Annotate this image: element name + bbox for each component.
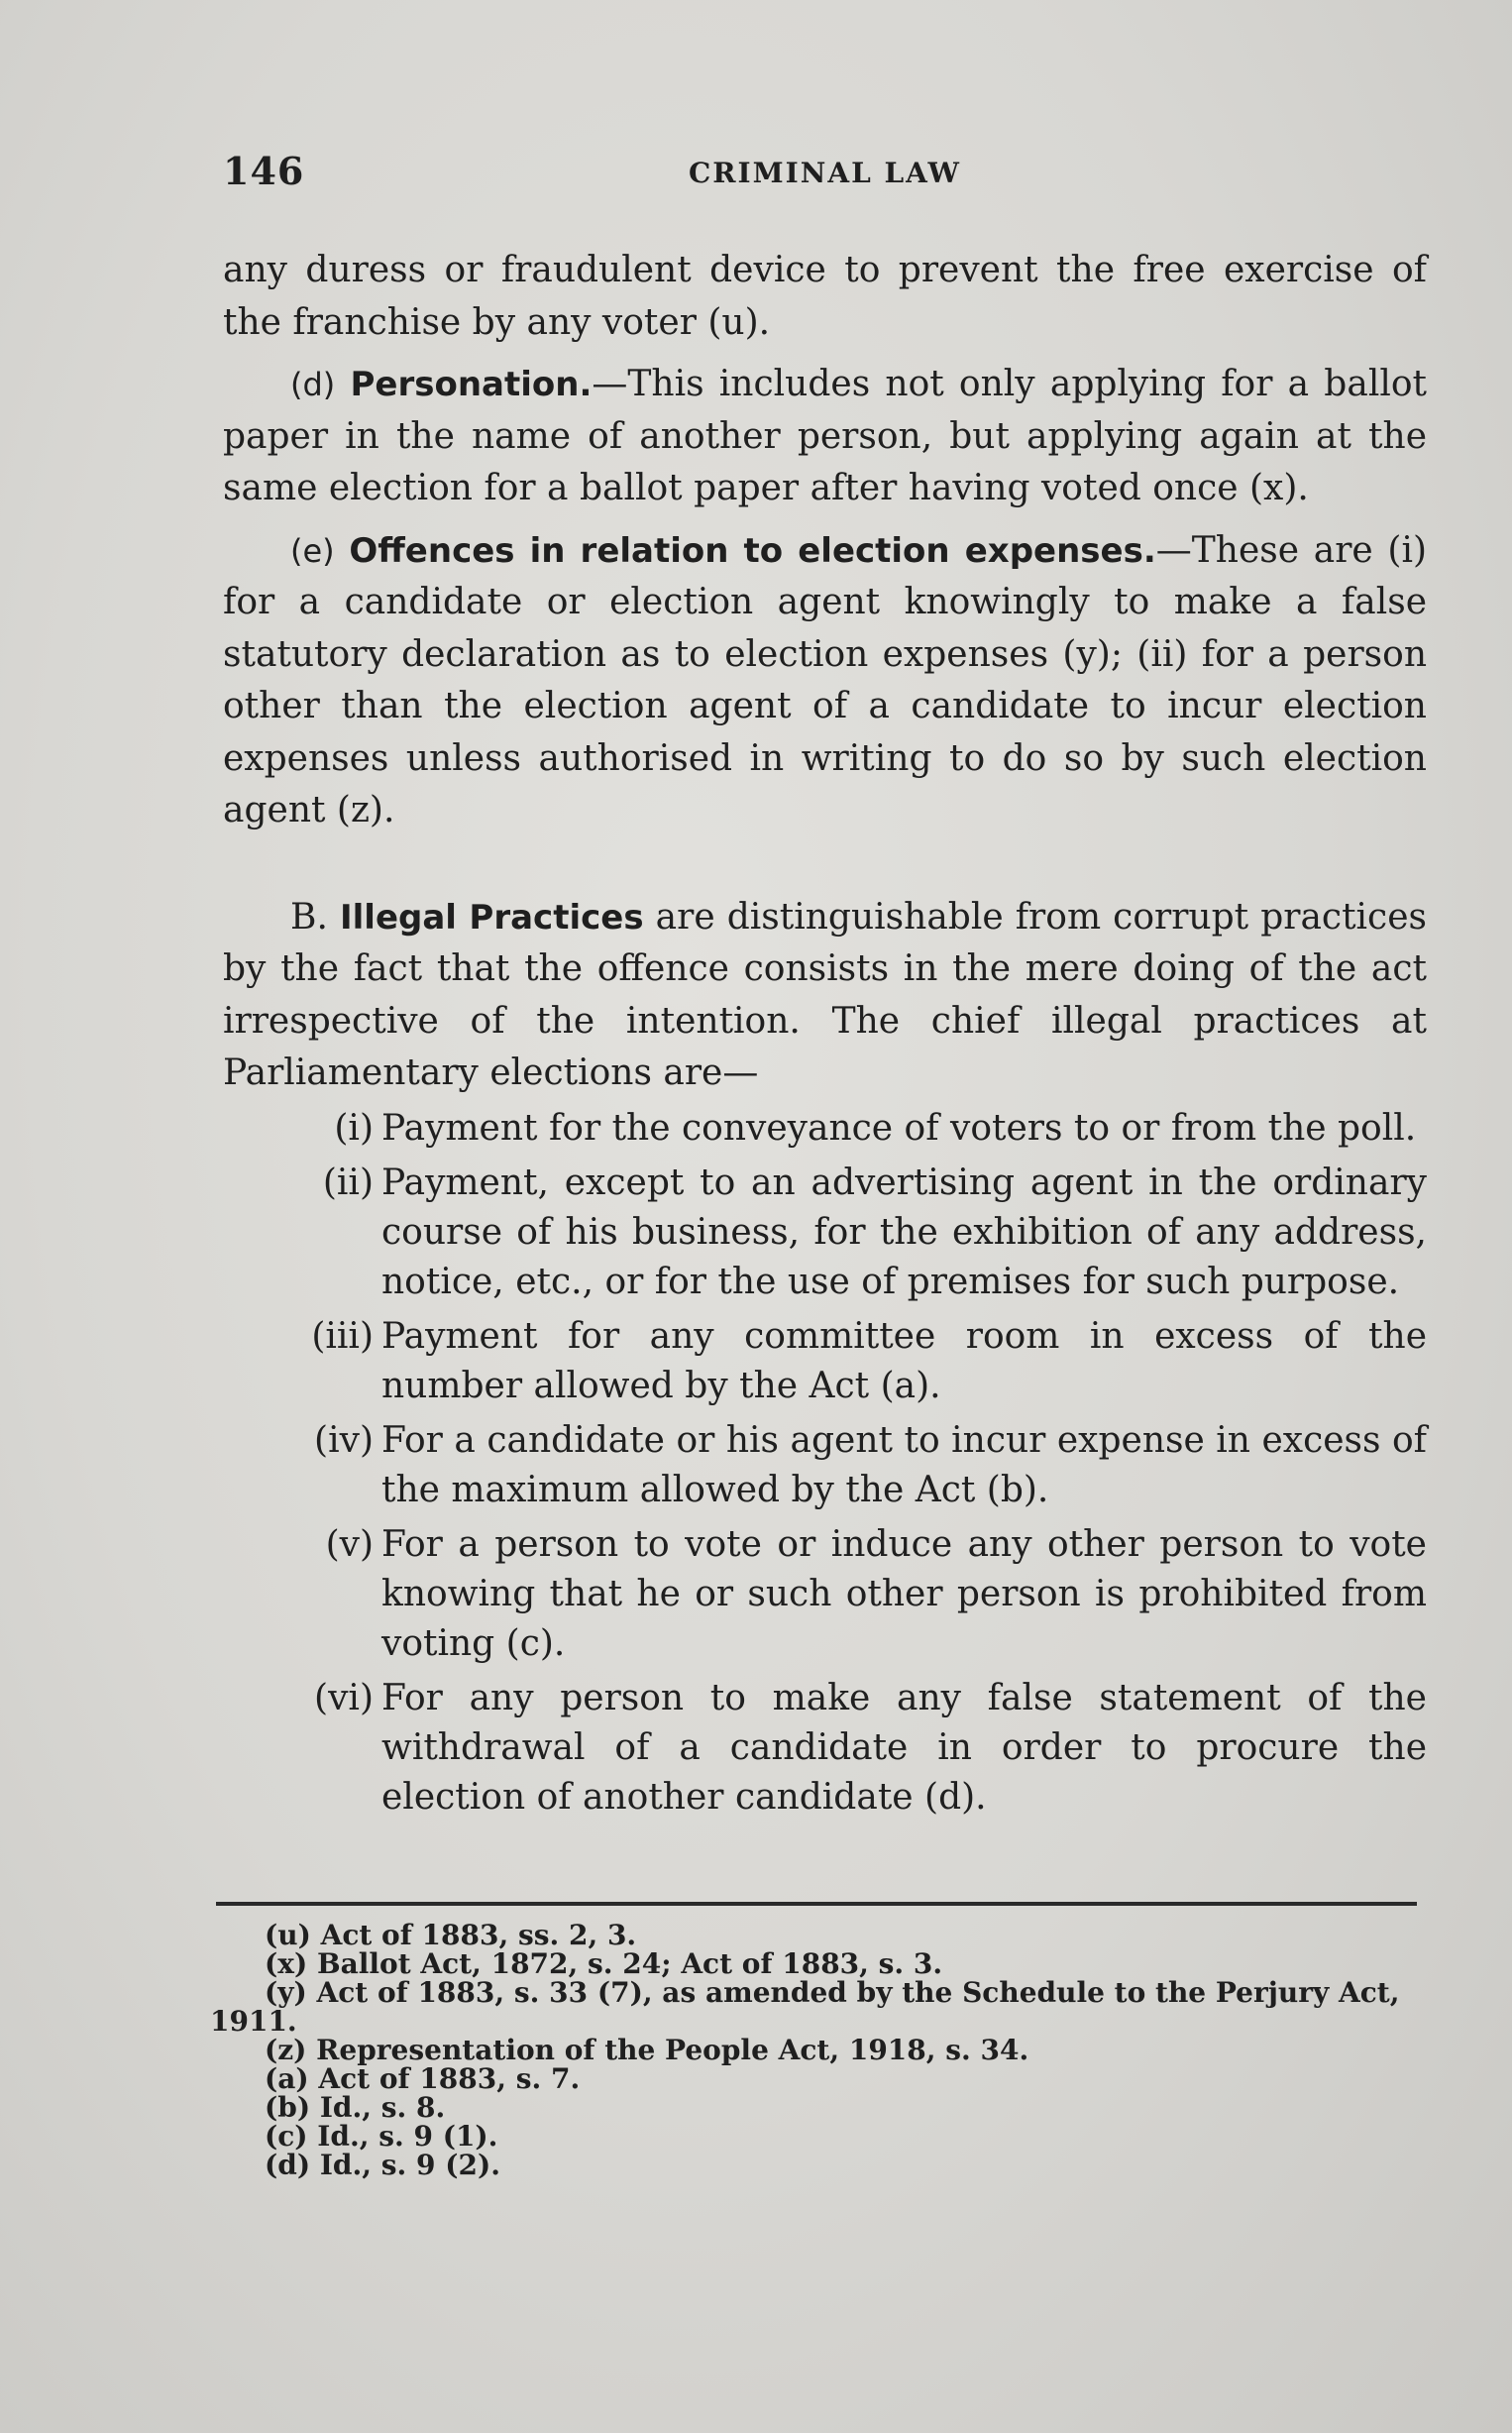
paragraph-personation — [223, 359, 1427, 515]
paragraph-illegal-practices — [223, 892, 1427, 1100]
section-letter: B. — [290, 896, 328, 938]
list-item — [223, 1159, 1427, 1307]
election-expenses-text: —These are (i) for a candidate or election agent knowingly to make a false statutory declaration as to election expenses (y); (ii) for a person other than the election agent of a candidate to incur election expenses unless authorised in writing to do so by such election agent (z). — [223, 529, 1428, 830]
paragraph-letter: (e) — [290, 531, 335, 570]
footnote-y: (y) Act of 1883, s. 33 (7), as amended by the Schedule to the Perjury Act, — [265, 1976, 1400, 2009]
paragraph-election-expenses — [223, 525, 1427, 837]
footnote-divider — [216, 1902, 1417, 1906]
term-personation: Personation. — [350, 365, 593, 404]
list-item — [223, 1674, 1427, 1823]
list-item-text: Payment for any committee room in excess of the number allowed by the Act (a). — [381, 1315, 1427, 1406]
footnote-b: (b) Id., s. 8. — [265, 2091, 446, 2124]
term-illegal-practices: Illegal Practices — [340, 897, 644, 938]
list-item — [223, 1312, 1427, 1411]
list-item-text: Payment, except to an advertising agent in the ordinary course of his business, for the exhibition of any address, notice, etc., or for the use of premises for such purpose. — [381, 1161, 1427, 1302]
list-item-text: For a candidate or his agent to incur expense in excess of the maximum allowed by the Act (b). — [381, 1419, 1427, 1510]
footnote-d: (d) Id., s. 9 (2). — [265, 2149, 500, 2181]
list-marker: (i) — [334, 1107, 374, 1149]
footnote-c: (c) Id., s. 9 (1). — [265, 2120, 498, 2153]
paragraph-letter: (d) — [290, 366, 336, 403]
footnote-a: (a) Act of 1883, s. 7. — [265, 2062, 581, 2095]
list-marker: (ii) — [322, 1161, 374, 1203]
list-marker: (iv) — [314, 1419, 374, 1461]
footnote-y-continuation: 1911. — [210, 2005, 297, 2038]
main-text — [223, 245, 1427, 1827]
term-election-expenses: Offences in relation to election expenses. — [349, 530, 1156, 571]
page-header — [223, 149, 1427, 198]
list-item — [223, 1104, 1427, 1154]
list-item-text: For a person to vote or induce any other person to vote knowing that he or such other person is prohibited from voting (c). — [381, 1523, 1427, 1664]
list-item — [223, 1416, 1427, 1515]
list-item — [223, 1520, 1427, 1669]
footnote-x: (x) Ballot Act, 1872, s. 24; Act of 1883, s. 3. — [265, 1947, 943, 1980]
list-item-text: For any person to make any false statement of the withdrawal of a candidate in order to procure the election of another candidate (d). — [381, 1677, 1427, 1818]
footnote-z: (z) Representation of the People Act, 1918, s. 34. — [265, 2034, 1029, 2066]
illegal-practices-list — [223, 1104, 1427, 1823]
list-marker: (iii) — [311, 1315, 374, 1357]
illegal-practices-text: are distinguishable from corrupt practices by the fact that the offence consists in the mere doing of the act irrespective of the intention. The chief illegal practices at Parliamentary elections are— — [223, 896, 1427, 1093]
footnote-u: (u) Act of 1883, ss. 2, 3. — [265, 1919, 637, 1951]
paragraph-continuation: any duress or fraudulent device to prevent the free exercise of the franchise by any voter (u). — [223, 250, 1427, 343]
personation-text: —This includes not only applying for a ballot paper in the name of another person, but applying again at the same election for a ballot paper after having voted once (x). — [223, 364, 1427, 508]
page-number: 146 — [223, 149, 305, 193]
list-item-text: Payment for the conveyance of voters to or from the poll. — [381, 1107, 1417, 1149]
running-head: CRIMINAL LAW — [689, 157, 961, 189]
footnotes — [210, 1921, 1439, 2179]
list-marker: (v) — [325, 1523, 374, 1565]
list-marker: (vi) — [314, 1677, 374, 1718]
